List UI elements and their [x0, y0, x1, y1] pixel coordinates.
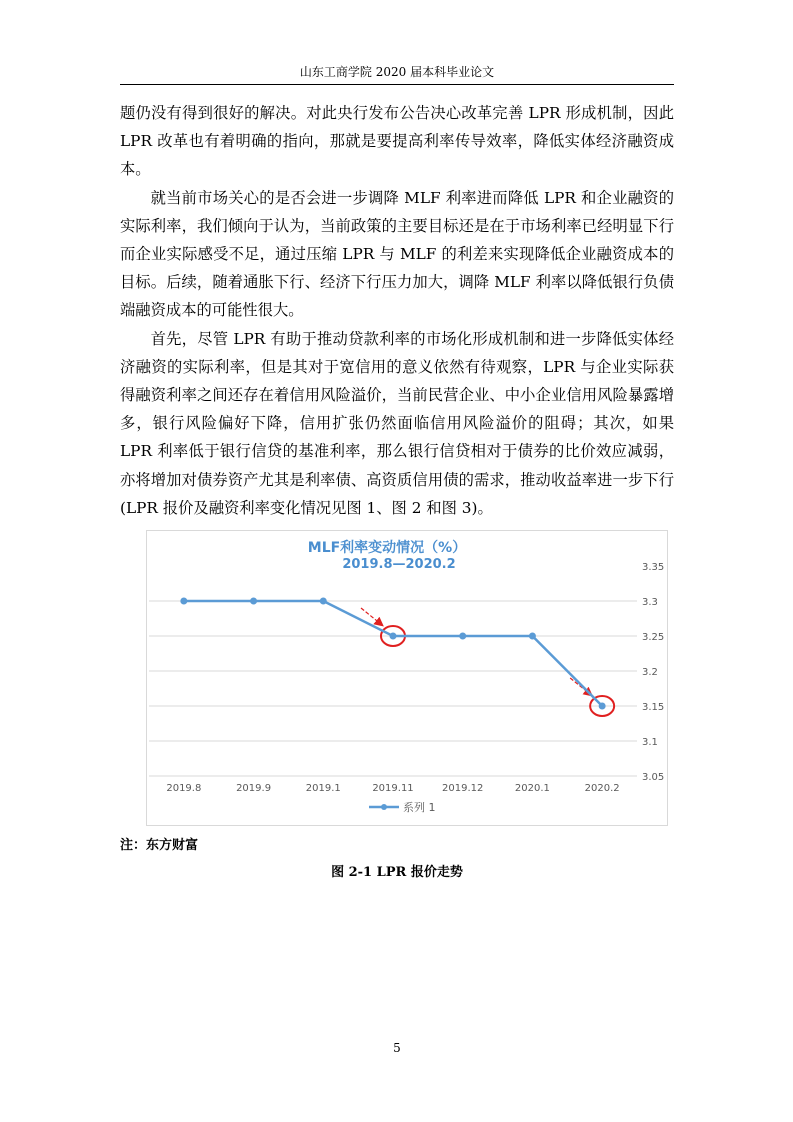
y-tick-label: 3.3 [642, 597, 658, 608]
figure-caption: 图 2-1 LPR 报价走势 [331, 865, 463, 880]
series-line [184, 601, 602, 706]
x-tick-label: 2019.12 [442, 783, 484, 794]
y-tick-label: 3.15 [642, 702, 665, 713]
data-point [250, 598, 257, 605]
y-tick-label: 3.25 [642, 632, 665, 643]
legend-label: 系列 1 [403, 801, 436, 814]
x-tick-label: 2019.11 [372, 783, 414, 794]
y-tick-label: 3.35 [642, 562, 665, 573]
y-tick-labels [642, 562, 664, 783]
data-point [529, 633, 536, 640]
annotation-layer [361, 608, 614, 716]
x-tick-labels [166, 783, 619, 794]
x-tick-label: 2019.8 [166, 783, 202, 794]
chart-title: MLF利率变动情况（%） [307, 540, 467, 556]
series-layer [180, 598, 605, 710]
data-point [180, 598, 187, 605]
paragraph: 题仍没有得到很好的解决。对此央行发布公告决心改革完善 LPR 形成机制，因此 LPR 改革也有着明确的指向，那就是要提高利率传导效率，降低实体经济融资成本。 [120, 104, 674, 179]
chart-subtitle: 2019.8—2020.2 [342, 557, 456, 572]
data-point [390, 633, 397, 640]
body-text [120, 99, 674, 522]
legend [369, 800, 436, 814]
data-point [320, 598, 327, 605]
x-tick-label: 2019.1 [305, 783, 341, 794]
data-point [599, 703, 606, 710]
x-tick-label: 2019.9 [236, 783, 272, 794]
legend-marker [381, 804, 387, 810]
y-tick-label: 3.1 [642, 737, 658, 748]
mlf-rate-chart [146, 530, 668, 826]
y-tick-label: 3.05 [642, 772, 665, 783]
data-point [459, 633, 466, 640]
paragraph: 首先，尽管 LPR 有助于推动贷款利率的市场化形成机制和进一步降低实体经济融资的实际利率，但是其对于宽信用的意义依然有待观察，LPR 与企业实际获得融资利率之间还存在着信用风险溢价，当前民营企业、中小企业信用风险暴露增多，银行风险偏好下降，信用扩张仍然面临信用风险溢价的阻碍；其次，如果 LPR 利率低于银行信贷的基准利率，那么银行信贷相对于债券的比价效应减弱，亦将增加对债券资产尤其是利率债、高资质信用债的需求，推动收益率进一步下行(LPR 报价及融资利率变化情况见图 1、图 2 和图 3)。 [120, 329, 674, 517]
x-tick-label: 2020.2 [584, 783, 620, 794]
y-tick-label: 3.2 [642, 667, 658, 678]
grid-layer [149, 601, 637, 776]
header-rule [120, 84, 674, 85]
running-header: 山东工商学院 2020 届本科毕业论文 [299, 65, 495, 79]
chart-svg [147, 531, 667, 825]
page-number: 5 [393, 1041, 401, 1055]
source-note: 注：东方财富 [120, 838, 199, 853]
paragraph: 就当前市场关心的是否会进一步调降 MLF 利率进而降低 LPR 和企业融资的实际利率，我们倾向于认为，当前政策的主要目标还是在于市场利率已经明显下行而企业实际感受不足，通过压缩 LPR 与 MLF 的利差来实现降低企业融资成本的目标。后续，随着通胀下行、经济下行压力加大，调降 MLF 利率以降低银行负债端融资成本的可能性很大。 [120, 188, 674, 320]
x-tick-label: 2020.1 [514, 783, 550, 794]
